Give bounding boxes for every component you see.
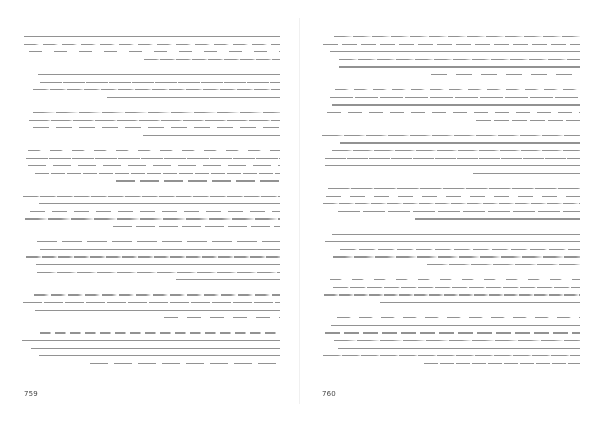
text-line xyxy=(340,142,580,143)
text-line xyxy=(473,173,580,174)
text-line xyxy=(333,256,580,257)
text-line xyxy=(380,302,580,303)
text-line xyxy=(330,97,580,98)
text-line xyxy=(424,363,580,364)
text-line xyxy=(25,218,280,219)
text-line xyxy=(24,44,280,45)
text-line xyxy=(330,51,580,52)
text-line xyxy=(38,74,280,75)
text-line xyxy=(176,279,280,280)
text-line xyxy=(339,66,580,67)
text-line xyxy=(36,264,280,265)
text-line xyxy=(40,332,281,333)
text-line xyxy=(325,165,580,166)
text-line xyxy=(40,249,281,250)
text-line xyxy=(33,127,280,128)
text-line xyxy=(326,196,581,197)
text-line xyxy=(476,120,580,121)
text-line xyxy=(29,51,280,52)
right-page-number: 760 xyxy=(322,390,336,398)
text-line xyxy=(325,241,580,242)
text-line xyxy=(34,294,280,295)
text-line xyxy=(334,36,580,37)
text-line xyxy=(143,135,280,136)
text-line xyxy=(23,196,280,197)
right-page xyxy=(300,0,600,424)
text-line xyxy=(323,355,580,356)
text-line xyxy=(333,287,581,288)
text-line xyxy=(338,211,580,212)
text-line xyxy=(30,211,280,212)
text-line xyxy=(35,173,280,174)
text-line xyxy=(24,36,280,37)
text-line xyxy=(431,74,580,75)
text-line xyxy=(23,302,280,303)
text-line xyxy=(28,165,281,166)
text-line xyxy=(330,279,580,280)
text-line xyxy=(323,203,580,204)
left-page-number: 759 xyxy=(24,390,38,398)
text-line xyxy=(415,218,581,219)
text-line xyxy=(322,135,580,136)
text-line xyxy=(37,272,280,273)
text-line xyxy=(26,256,280,257)
text-line xyxy=(339,59,580,60)
text-line xyxy=(26,158,281,159)
text-line xyxy=(33,112,280,113)
text-line xyxy=(116,180,280,181)
text-line xyxy=(332,234,580,235)
text-line xyxy=(39,203,280,204)
text-line xyxy=(427,264,580,265)
text-line xyxy=(332,104,580,105)
right-page-text-block xyxy=(322,34,580,374)
text-line xyxy=(31,348,280,349)
text-line xyxy=(164,317,280,318)
text-line xyxy=(35,310,280,311)
text-line xyxy=(328,188,580,189)
text-line xyxy=(340,249,580,250)
text-line xyxy=(335,89,580,90)
text-line xyxy=(28,150,281,151)
text-line xyxy=(33,89,281,90)
text-line xyxy=(37,241,280,242)
text-line xyxy=(39,355,280,356)
text-line xyxy=(334,340,580,341)
text-line xyxy=(90,363,280,364)
text-line xyxy=(331,325,580,326)
text-line xyxy=(323,44,581,45)
text-line xyxy=(337,317,580,318)
text-line xyxy=(22,340,280,341)
left-page-text-block xyxy=(22,34,280,374)
text-line xyxy=(327,112,580,113)
text-line xyxy=(325,158,580,159)
text-line xyxy=(324,294,580,295)
text-line xyxy=(29,120,280,121)
text-line xyxy=(325,332,581,333)
text-line xyxy=(107,97,280,98)
text-line xyxy=(144,59,280,60)
text-line xyxy=(338,348,580,349)
text-line xyxy=(40,82,281,83)
text-line xyxy=(332,150,580,151)
text-line xyxy=(113,226,280,227)
